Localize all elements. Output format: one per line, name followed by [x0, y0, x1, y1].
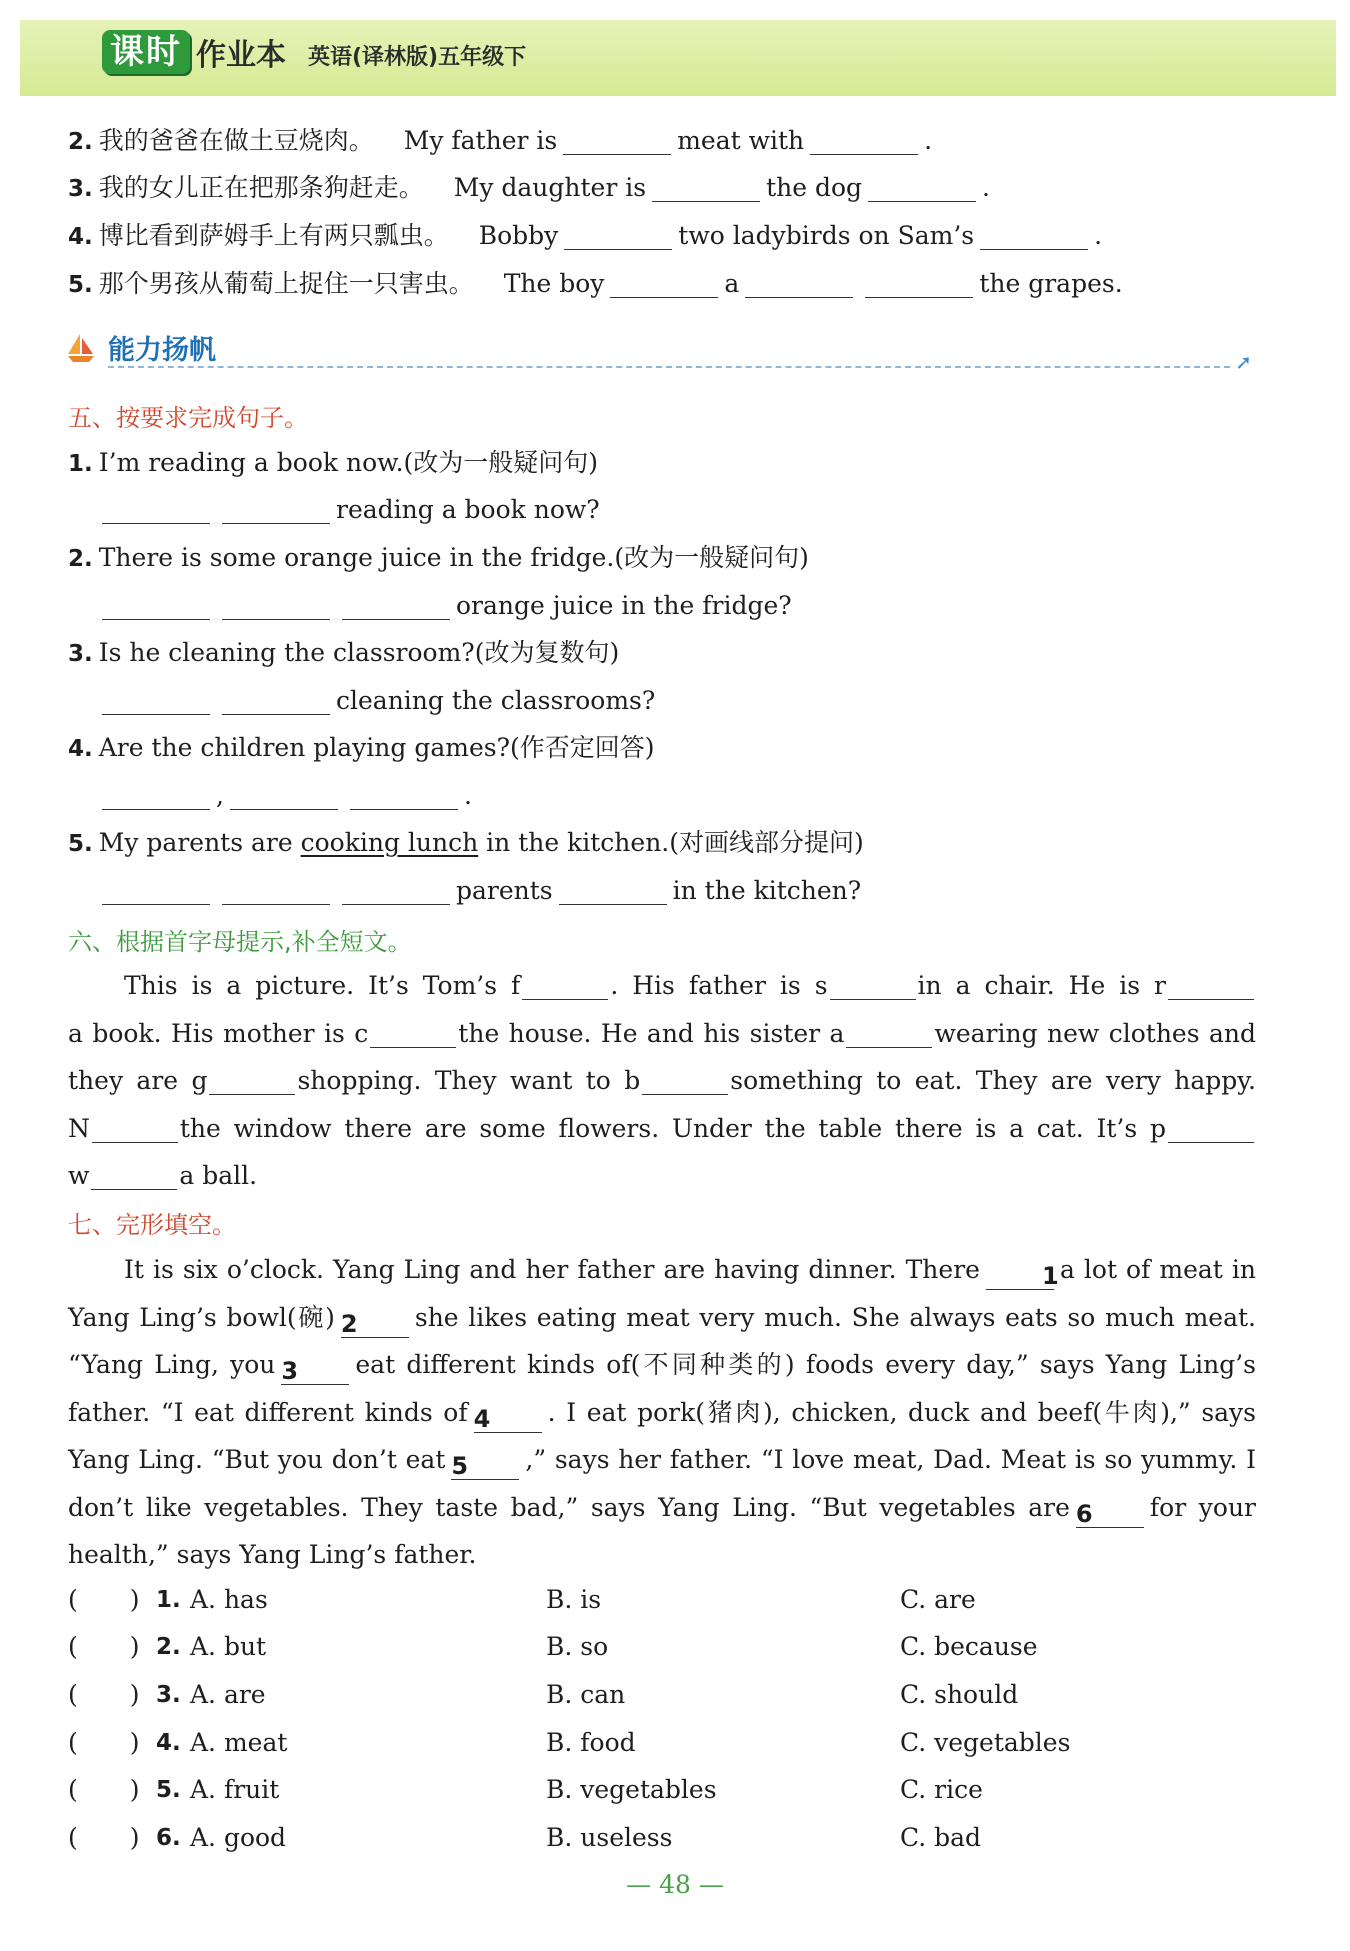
answer-blank[interactable]: [745, 271, 853, 298]
option-c: C. rice: [900, 1775, 983, 1804]
sentence-part: a: [724, 269, 740, 298]
answer-tail: reading a book now?: [336, 495, 600, 524]
underlined-phrase: cooking lunch: [300, 828, 479, 857]
item-number: 5.: [68, 272, 93, 298]
passage-text: w: [68, 1161, 90, 1190]
passage-text: for your: [1149, 1492, 1256, 1522]
passage-text: . I eat pork(猪肉), chicken, duck and beef(牛肉),” says: [547, 1397, 1257, 1427]
answer-blank[interactable]: [865, 271, 973, 298]
answer-blank[interactable]: [222, 497, 330, 524]
option-b: B. so: [546, 1632, 609, 1661]
option-c: C. because: [900, 1632, 1038, 1661]
sentence-part: My daughter is: [453, 173, 647, 202]
passage-text: wearing new clothes and: [934, 1018, 1256, 1048]
item-number: 3.: [68, 641, 93, 667]
answer-blank[interactable]: [1168, 973, 1254, 1000]
translate-item: [68, 171, 1256, 206]
item-number: 6.: [156, 1825, 181, 1851]
answer-blank[interactable]: [1168, 1116, 1254, 1143]
option-c: C. are: [900, 1585, 976, 1614]
question-item: [68, 636, 1256, 671]
answer-line: [96, 493, 1284, 527]
numbered-blank[interactable]: 1: [986, 1263, 1054, 1290]
wave-icon: ➚: [1235, 350, 1252, 374]
answer-blank[interactable]: [350, 783, 458, 810]
section-seven-heading: 七、完形填空。: [68, 1211, 236, 1239]
numbered-blank[interactable]: 3: [281, 1358, 349, 1385]
question-item: [68, 446, 1256, 481]
answer-blank[interactable]: [222, 593, 330, 620]
passage-text: “Yang Ling, you: [68, 1350, 276, 1379]
answer-blank[interactable]: [92, 1116, 178, 1143]
option-b: B. is: [546, 1585, 602, 1614]
question-item: [68, 826, 1256, 861]
numbered-blank[interactable]: 4: [474, 1406, 542, 1433]
question-text: in the kitchen.(对画线部分提问): [486, 828, 864, 857]
choice-row: [68, 1821, 1256, 1855]
answer-blank[interactable]: [980, 223, 1088, 250]
cloze-passage-six: [68, 962, 1256, 1200]
answer-tail: cleaning the classrooms?: [336, 686, 656, 715]
answer-blank[interactable]: [102, 878, 210, 905]
sentence-part: Bobby: [478, 221, 559, 250]
answer-parentheses[interactable]: ( ): [68, 1632, 140, 1661]
item-number: 2.: [156, 1634, 181, 1660]
answer-blank[interactable]: [846, 1021, 932, 1048]
option-b: B. can: [546, 1680, 626, 1709]
passage-text: Yang Ling. “But you don’t eat: [68, 1445, 446, 1474]
passage-text: something to eat. They are very happy.: [730, 1066, 1256, 1095]
answer-blank[interactable]: [370, 1021, 456, 1048]
page-header: [20, 20, 1336, 96]
answer-blank[interactable]: [652, 175, 760, 202]
sentence-end: .: [1094, 221, 1103, 250]
brand-name: 作业本: [196, 38, 286, 73]
option-a: A. has: [190, 1585, 268, 1614]
choice-row: [68, 1678, 1256, 1712]
passage-text: a lot of meat in: [1059, 1255, 1257, 1284]
passage-text: ,” says her father. “I love meat, Dad. Meat is so yummy. I: [525, 1445, 1256, 1474]
passage-text: shopping. They want to b: [297, 1066, 641, 1095]
question-text: My parents are: [98, 828, 293, 857]
passage-text: the house. He and his sister a: [458, 1018, 845, 1048]
option-a: A. are: [190, 1680, 266, 1709]
sail-icon: [66, 332, 96, 364]
passage-text: a book. His mother is c: [68, 1018, 369, 1048]
choice-row: [68, 1630, 1256, 1664]
answer-blank[interactable]: [563, 128, 671, 155]
answer-line: [96, 684, 1284, 718]
section-five-heading: 五、按要求完成句子。: [68, 404, 308, 432]
passage-text: don’t like vegetables. They taste bad,” says Yang Ling. “But vegetables are: [68, 1492, 1070, 1522]
answer-blank[interactable]: [564, 223, 672, 250]
answer-tail: orange juice in the fridge?: [456, 591, 792, 620]
translate-item: [68, 267, 1256, 302]
item-number: 4.: [68, 224, 93, 250]
numbered-blank[interactable]: 2: [341, 1311, 409, 1338]
question-text: Is he cleaning the classroom?(改为复数句): [98, 638, 620, 667]
choice-row: [68, 1583, 1256, 1617]
item-number: 2.: [68, 546, 93, 572]
answer-blank[interactable]: [102, 783, 210, 810]
answer-parentheses[interactable]: ( ): [68, 1585, 140, 1614]
sentence-part: the grapes.: [979, 269, 1123, 298]
brand: [102, 30, 526, 74]
passage-text: a ball.: [179, 1161, 258, 1190]
passage-text: Yang Ling’s bowl(碗): [68, 1302, 335, 1332]
option-a: A. meat: [190, 1728, 288, 1757]
question-text: There is some orange juice in the fridge.(改为一般疑问句): [98, 543, 809, 572]
passage-text: in a chair. He is r: [917, 971, 1167, 1000]
item-number: 2.: [68, 129, 93, 155]
sentence-part: two ladybirds on Sam’s: [678, 221, 975, 250]
answer-blank[interactable]: [342, 593, 450, 620]
passage-text: health,” says Yang Ling’s father.: [68, 1540, 477, 1569]
section-six-heading: 六、根据首字母提示,补全短文。: [68, 928, 412, 956]
answer-line: [96, 589, 1284, 623]
answer-blank[interactable]: [522, 973, 608, 1000]
answer-blank[interactable]: [102, 688, 210, 715]
option-b: B. food: [546, 1728, 636, 1757]
translate-item: [68, 219, 1256, 254]
passage-text: This is a picture. It’s Tom’s f: [124, 971, 521, 1000]
answer-blank[interactable]: [610, 271, 718, 298]
comma: ,: [216, 781, 224, 810]
chinese-prompt: 博比看到萨姆手上有两只瓢虫。: [98, 221, 449, 250]
book-subtitle: 英语(译林版)五年级下: [308, 44, 527, 70]
chinese-prompt: 我的女儿正在把那条狗赶走。: [98, 173, 424, 202]
sentence-end: .: [982, 173, 990, 202]
answer-blank[interactable]: [222, 688, 330, 715]
question-text: Are the children playing games?(作否定回答): [98, 733, 655, 762]
sentence-part: meat with: [677, 126, 805, 155]
question-text: I’m reading a book now.(改为一般疑问句): [98, 448, 599, 477]
item-number: 5.: [68, 831, 93, 857]
answer-blank[interactable]: [230, 783, 338, 810]
answer-blank[interactable]: [102, 593, 210, 620]
item-number: 5.: [156, 1777, 181, 1803]
translate-item: [68, 124, 1256, 159]
answer-parentheses[interactable]: ( ): [68, 1680, 140, 1709]
chinese-prompt: 我的爸爸在做土豆烧肉。: [98, 126, 374, 155]
passage-text: N: [68, 1113, 90, 1143]
question-item: [68, 731, 1256, 766]
answer-blank[interactable]: [222, 878, 330, 905]
answer-blank[interactable]: [342, 878, 450, 905]
passage-text: she likes eating meat very much. She always eats so much meat.: [414, 1302, 1256, 1332]
option-c: C. should: [900, 1680, 1019, 1709]
option-b: B. useless: [546, 1823, 673, 1852]
item-number: 3.: [68, 176, 93, 202]
question-item: [68, 541, 1256, 576]
choice-row: [68, 1726, 1256, 1760]
passage-text: the window there are some flowers. Under the table there is a cat. It’s p: [179, 1113, 1166, 1143]
option-c: C. bad: [900, 1823, 982, 1852]
passage-text: father. “I eat different kinds of: [68, 1397, 468, 1427]
passage-text: . His father is s: [610, 971, 828, 1000]
chinese-prompt: 那个男孩从葡萄上捉住一只害虫。: [98, 269, 474, 298]
answer-blank[interactable]: [91, 1163, 177, 1190]
answer-line: [96, 779, 1284, 813]
page-number: — 48 —: [626, 1870, 724, 1899]
sentence-part: My father is: [403, 126, 558, 155]
passage-text: It is six o’clock. Yang Ling and her father are having dinner. There: [124, 1255, 980, 1284]
answer-blank[interactable]: [830, 973, 916, 1000]
sentence-part: the dog: [766, 173, 863, 202]
item-number: 3.: [156, 1682, 181, 1708]
sentence-end: .: [924, 126, 933, 155]
answer-blank[interactable]: [209, 1068, 295, 1095]
passage-text: eat different kinds of(不同种类的) foods every day,” says Yang Ling’s: [355, 1350, 1256, 1379]
answer-mid: parents: [456, 876, 553, 905]
option-c: C. vegetables: [900, 1728, 1071, 1757]
answer-tail: in the kitchen?: [672, 876, 862, 905]
answer-parentheses[interactable]: ( ): [68, 1823, 140, 1852]
answer-blank[interactable]: [102, 497, 210, 524]
dashed-divider: [108, 366, 1230, 368]
sentence-end: .: [463, 781, 472, 810]
item-number: 1.: [68, 451, 93, 477]
answer-parentheses[interactable]: ( ): [68, 1775, 140, 1804]
option-b: B. vegetables: [546, 1775, 717, 1804]
option-a: A. but: [190, 1632, 267, 1661]
answer-blank[interactable]: [810, 128, 918, 155]
answer-parentheses[interactable]: ( ): [68, 1728, 140, 1757]
cloze-passage-seven: [68, 1246, 1256, 1579]
answer-blank[interactable]: [559, 878, 667, 905]
answer-blank[interactable]: [642, 1068, 728, 1095]
numbered-blank[interactable]: 6: [1076, 1501, 1144, 1528]
numbered-blank[interactable]: 5: [451, 1453, 519, 1480]
item-number: 4.: [156, 1730, 181, 1756]
passage-text: they are g: [68, 1066, 208, 1095]
option-a: A. fruit: [190, 1775, 280, 1804]
banner-title: 能力扬帆: [108, 335, 216, 366]
option-a: A. good: [190, 1823, 287, 1852]
section-banner: [66, 326, 1252, 374]
brand-logo: 课时: [102, 30, 190, 74]
item-number: 4.: [68, 736, 93, 762]
sentence-part: The boy: [503, 269, 605, 298]
answer-blank[interactable]: [868, 175, 976, 202]
item-number: 1.: [156, 1587, 181, 1613]
answer-line: [96, 874, 1284, 908]
choice-row: [68, 1773, 1256, 1807]
